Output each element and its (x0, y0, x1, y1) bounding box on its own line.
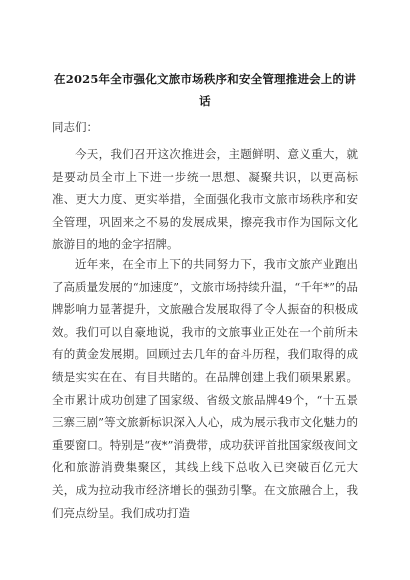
speech-title: 在2025年全市强化文旅市场秩序和安全管理推进会上的讲话 (54, 72, 356, 108)
salutation: 同志们： (52, 120, 98, 134)
paragraph-2: 近年来，在全市上下的共同努力下，我市文旅产业跑出了高质量发展的“加速度”，文旅市场持续升温，“千年*”的品牌影响力显著提升，文旅融合发展取得了令人振奋的积极成效。我们可以自豪地说，我市的文旅事业正处在一个前所未有的黄金发展期。回顾过去几年的奋斗历程，我们取得的成绩是实实在在、有目共睹的。在品牌创建上我们硕果累累。全市累计成功创建了国家级、省级文旅品牌49个，“十五景三寨三剧”等文旅新标识深入人心，成为展示我市文化魅力的重要窗口。特别是“夜*”消费带，成功获评首批国家级夜间文化和旅游消费集聚区，其线上线下总收入已突破百亿元大关，成为拉动我市经济增长的强劲引擎。在文旅融合上，我们亮点纷呈。我们成功打造 (52, 257, 358, 520)
paragraph-1: 今天，我们召开这次推进会，主题鲜明、意义重大，就是要动员全市上下进一步统一思想、凝聚共识，以更高标准、更大力度、更实举措，全面强化我市文旅市场秩序和安全管理，巩固来之不易的发展成果，擦亮我市作为国际文化旅游目的地的金字招牌。 (52, 147, 358, 252)
